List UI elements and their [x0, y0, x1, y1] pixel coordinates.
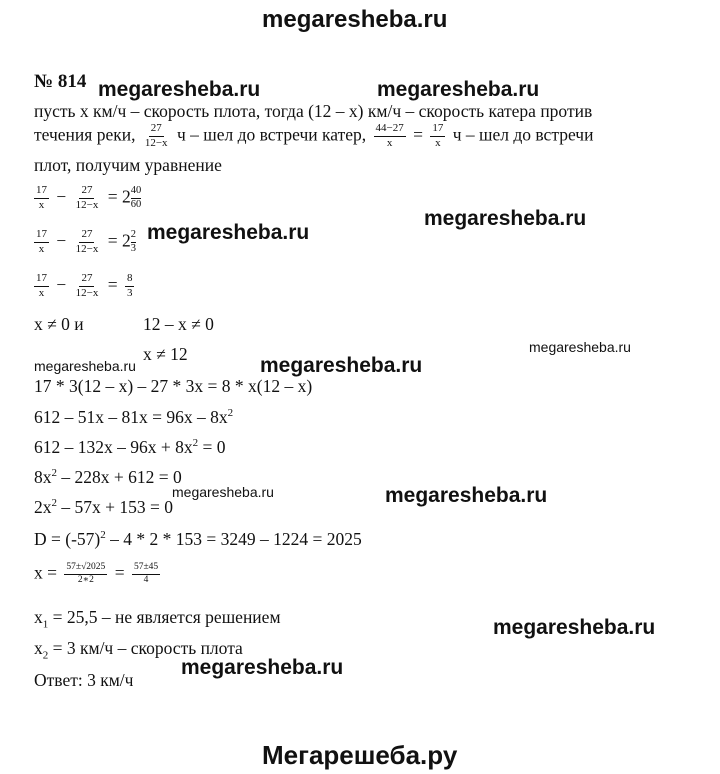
- denominator: x: [38, 242, 45, 255]
- intro-line-2: [34, 122, 593, 151]
- minus-sign: −: [56, 186, 67, 207]
- denominator: 3: [126, 286, 133, 299]
- intro-line-1: пусть x км/ч – скорость плота, тогда (12 – x) км/ч – скорость катера против: [34, 101, 593, 121]
- fraction: [132, 562, 160, 587]
- expression: – 57x + 153 = 0: [57, 496, 173, 517]
- watermark: megaresheba.ru: [181, 656, 344, 679]
- numerator: 44−27: [374, 122, 406, 137]
- fraction: [74, 184, 101, 213]
- footer-watermark: Мегарешеба.ру: [262, 740, 458, 770]
- exponent: 2: [227, 407, 234, 419]
- equals-whole: = 2: [107, 230, 131, 251]
- minus-sign: −: [56, 274, 67, 295]
- root-1-line: [34, 609, 281, 631]
- watermark: megaresheba.ru: [147, 221, 310, 244]
- expression: 2x: [34, 496, 52, 517]
- condition-12-x: 12 – x ≠ 0: [143, 314, 214, 334]
- watermark: megaresheba.ru: [385, 484, 548, 507]
- expression: D = (-57): [34, 528, 101, 549]
- fraction: [125, 272, 135, 301]
- watermark: megaresheba.ru: [98, 78, 261, 101]
- numerator: 27: [79, 184, 94, 199]
- problem-number: № 814: [34, 71, 87, 92]
- fraction: [64, 562, 107, 587]
- watermark: megaresheba.ru: [529, 339, 631, 355]
- denominator: 3: [130, 242, 136, 254]
- equation-2: [34, 228, 136, 257]
- denominator: x: [386, 136, 393, 149]
- watermark: megaresheba.ru: [493, 616, 656, 639]
- expression: x: [34, 607, 43, 627]
- watermark: megaresheba.ru: [424, 207, 587, 230]
- equation-3: [34, 272, 137, 301]
- denominator: 12−x: [144, 136, 168, 149]
- denominator: x: [38, 286, 45, 299]
- numerator: 40: [131, 185, 142, 199]
- denominator: x: [435, 136, 441, 149]
- equals-sign: =: [413, 124, 423, 145]
- exponent: 2: [51, 467, 57, 479]
- numerator: 27: [79, 228, 94, 243]
- equals-sign: =: [114, 562, 125, 583]
- exponent: 2: [192, 437, 199, 449]
- expression: 612 – 132x – 96x + 8x: [34, 436, 193, 457]
- solution-line-4: [34, 468, 182, 486]
- expression: = 25,5 – не является решением: [48, 607, 281, 627]
- denominator: 60: [130, 198, 142, 210]
- fraction: [143, 122, 170, 151]
- watermark: megaresheba.ru: [260, 354, 423, 377]
- fraction: [34, 228, 49, 257]
- fraction: [131, 185, 142, 211]
- fraction: [74, 228, 101, 257]
- fraction: [74, 272, 101, 301]
- denominator: 4: [143, 574, 149, 585]
- subscript: 2: [42, 649, 49, 662]
- header-watermark: megaresheba.ru: [262, 6, 448, 33]
- equation-1: [34, 184, 141, 213]
- expression: x: [34, 638, 43, 658]
- expression: 612 – 51x – 81x = 96x – 8x: [34, 406, 228, 427]
- intro-text: течения реки,: [34, 124, 136, 145]
- fraction: [430, 122, 445, 151]
- fraction: [34, 184, 49, 213]
- equals-whole: = 2: [107, 186, 131, 207]
- fraction: [131, 229, 136, 255]
- denominator: 2∗2: [77, 574, 94, 585]
- numerator: 17: [34, 228, 49, 243]
- exponent: 2: [100, 529, 106, 541]
- numerator: 17: [430, 122, 445, 137]
- answer-line: Ответ: 3 км/ч: [34, 670, 134, 690]
- denominator: x: [38, 198, 45, 211]
- expression: – 228x + 612 = 0: [57, 466, 182, 487]
- equals-sign: =: [107, 274, 118, 295]
- subscript: 1: [42, 618, 49, 631]
- fraction: [34, 272, 49, 301]
- expression: = 3 км/ч – скорость плота: [48, 638, 243, 658]
- denominator: 12−x: [75, 198, 99, 211]
- solution-line-5: [34, 498, 173, 516]
- numerator: 57±√2025: [64, 562, 107, 575]
- numerator: 17: [34, 184, 49, 199]
- intro-line-3: плот, получим уравнение: [34, 155, 222, 175]
- expression: 8x: [34, 466, 52, 487]
- exponent: 2: [51, 497, 57, 509]
- numerator: 17: [34, 272, 49, 287]
- numerator: 27: [79, 272, 94, 287]
- denominator: 12−x: [75, 242, 99, 255]
- watermark: megaresheba.ru: [34, 358, 136, 374]
- intro-text: ч – шел до встречи катер,: [176, 124, 367, 145]
- fraction: [374, 122, 406, 151]
- condition-x-not-12: x ≠ 12: [143, 344, 188, 364]
- discriminant-line: [34, 530, 362, 548]
- numerator: 2: [131, 229, 136, 243]
- minus-sign: −: [56, 230, 67, 251]
- solution-line-3: [34, 438, 226, 456]
- roots-formula-line: [34, 562, 163, 587]
- numerator: 8: [125, 272, 135, 287]
- expression: – 4 * 2 * 153 = 3249 – 1224 = 2025: [105, 528, 362, 549]
- solution-line-2: [34, 408, 233, 426]
- root-2-line: [34, 640, 243, 662]
- expression: x =: [34, 562, 57, 583]
- numerator: 57±45: [132, 562, 160, 575]
- watermark: megaresheba.ru: [377, 78, 540, 101]
- condition-x: x ≠ 0 и: [34, 314, 84, 334]
- expression: = 0: [198, 436, 226, 457]
- solution-line-1: 17 * 3(12 – x) – 27 * 3x = 8 * x(12 – x): [34, 376, 313, 396]
- intro-text: ч – шел до встречи: [452, 124, 594, 145]
- numerator: 27: [149, 122, 164, 137]
- watermark: megaresheba.ru: [172, 484, 274, 500]
- denominator: 12−x: [75, 286, 99, 299]
